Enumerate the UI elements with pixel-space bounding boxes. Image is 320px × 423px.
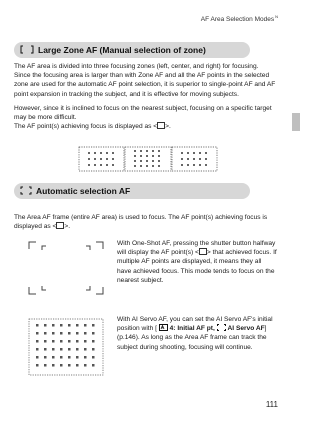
- one-shot-text-pre: With One-Shot AF, pressing the shutter button halfway will display the AF point(s) <: [117, 240, 276, 257]
- paragraph-zone-note: [14, 104, 276, 132]
- zone-display-text-post: >.: [165, 123, 171, 131]
- ai-servo-menu-ref: 4: Initial AF pt,: [169, 325, 215, 333]
- header-mark: N: [275, 14, 278, 19]
- ai-servo-af-diagram: [28, 318, 104, 376]
- automatic-selection-af-icon: [20, 182, 32, 200]
- one-shot-text-post: > that achieved focus. If multiple AF points are displayed, it means they all have achieved focus. This mode tends to focus on the nearest subject.: [117, 249, 277, 284]
- section-title-large-zone: Large Zone AF (Manual selection of zone): [38, 45, 206, 55]
- zone-description-text: The AF area is divided into three focusing zones (left, center, and right) for focusing. Since the focusing area is larger than with Zone AF and all the AF points in the selected zone are used for the automatic AF point selection, it is superior to single-point AF and AF point expansion in tracking the subject, and it is effective for moving subjects.: [14, 63, 276, 98]
- zone-note-text: However, since it is inclined to focus on the nearest subject, focusing on a specific target may be more difficult.: [14, 105, 272, 122]
- auto-description-pre: The Area AF frame (entire AF area) is used to focus. The AF point(s) achieving focus is displayed as <: [14, 214, 268, 231]
- running-header: [201, 14, 278, 23]
- paragraph-one-shot: [117, 239, 277, 285]
- auto-description-post: >.: [64, 223, 71, 231]
- paragraph-ai-servo: [117, 315, 277, 352]
- area-af-frame-diagram: [28, 241, 104, 295]
- automatic-selection-af-icon: [217, 325, 228, 332]
- zone-display-text-pre: The AF point(s) achieving focus is displayed as <: [14, 123, 158, 131]
- chapter-side-tab: [292, 113, 300, 131]
- section-bar-large-zone: [14, 42, 250, 58]
- af-point-box-icon: [199, 248, 207, 255]
- large-zone-af-diagram: [78, 146, 218, 172]
- large-zone-af-icon: [20, 41, 34, 59]
- paragraph-auto-description: [14, 213, 276, 231]
- ai-servo-text-post: ] (p.146). As long as the Area AF frame can track the subject during shooting, focusing will continue.: [117, 325, 267, 351]
- page-number: 111: [265, 400, 278, 409]
- paragraph-zone-description: [14, 62, 276, 99]
- af-menu-icon: [157, 325, 170, 332]
- af-point-box-icon: [157, 122, 165, 129]
- header-title-text: AF Area Selection Modes: [200, 16, 275, 24]
- section-bar-automatic: [14, 183, 250, 199]
- section-title-automatic: Automatic selection AF: [36, 186, 131, 196]
- ai-servo-text-pre: With AI Servo AF, you can set the AI Servo AF's initial position with [: [117, 316, 273, 333]
- ai-servo-menu-ref-2: AI Servo AF: [227, 325, 265, 333]
